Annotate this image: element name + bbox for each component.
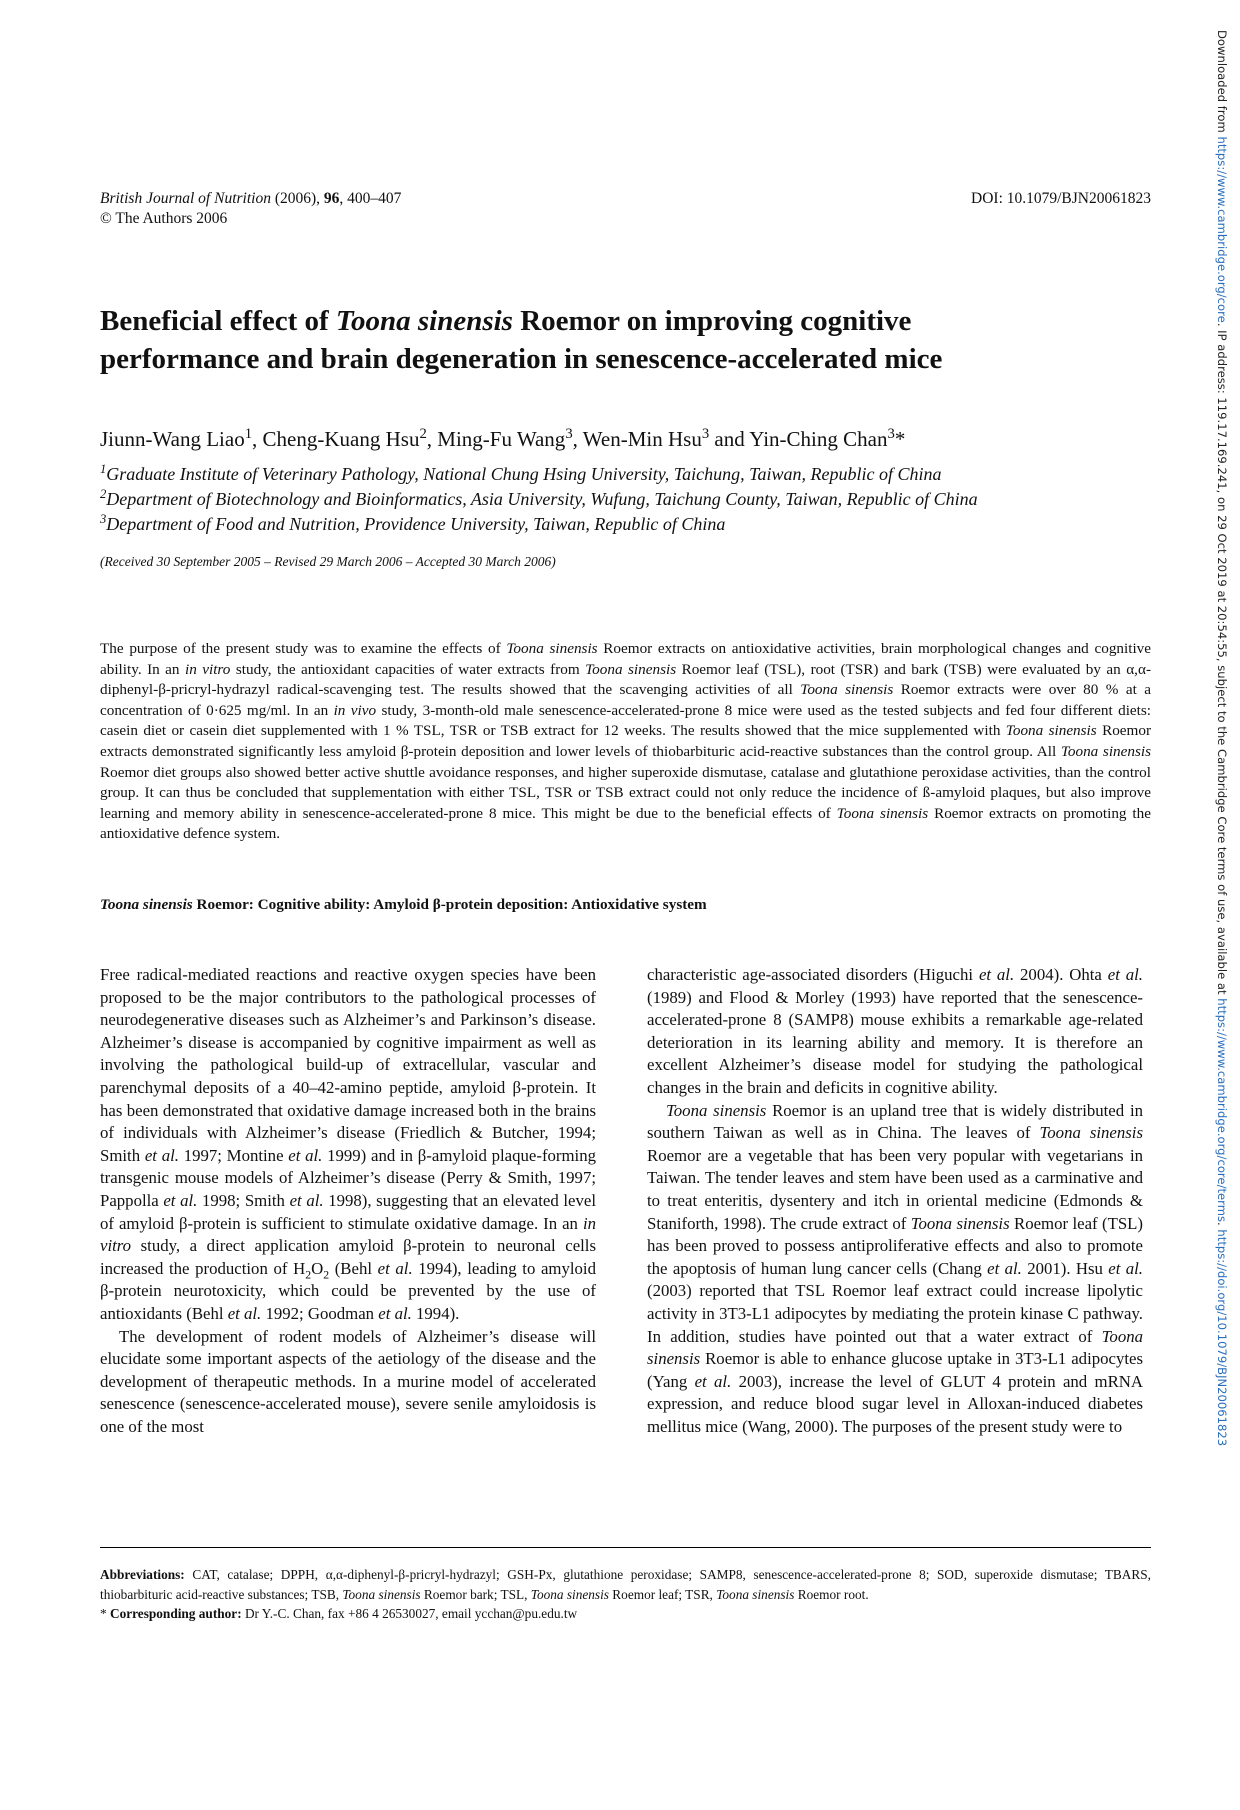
cambridge-core-link[interactable]: https://www.cambridge.org/core — [1215, 136, 1229, 323]
page-title — [100, 302, 1150, 378]
paragraph: Free radical-mediated reactions and reactive oxygen species have been proposed to be the major contributors to the pathological processes of neurodegenerative diseases such as Alzheimer’s and Parkinson’s disease. Alzheimer’s disease is accompanied by cognitive impairment as well as involving the pathological build-up of extracellular, vascular and parenchymal deposits of a 40–42-amino peptide, amyloid β-protein. It has been demonstrated that oxidative damage increased both in the brains of individuals with Alzheimer’s disease (Friedlich & Butcher, 1994; Smith et al. 1997; Montine et al. 1999) and in β-amyloid plaque-forming transgenic mouse models of Alzheimer’s disease (Perry & Smith, 1997; Pappolla et al. 1998; Smith et al. 1998), suggesting that an elevated level of amyloid β-protein is sufficient to stimulate oxidative damage. In an in vitro study, a direct application amyloid β-protein to neuronal cells increased the production of $H_2O_2$ (Behl et al. 1994), leading to amyloid β-protein neurotoxicity, which could be prevented by the use of antioxidants (Behl et al. 1992; Goodman et al. 1994). — [100, 965, 597, 1323]
title-line-2: performance and brain degeneration in senescence-accelerated mice — [100, 343, 943, 375]
keywords: Toona sinensis Roemor: Cognitive ability: Amyloid β-protein deposition: Antioxidative system — [100, 896, 707, 913]
title-line-1: Beneficial effect of Toona sinensis Roemor on improving cognitive — [100, 305, 912, 337]
terms-link[interactable]: https://www.cambridge.org/core/terms — [1215, 998, 1229, 1223]
paragraph: The development of rodent models of Alzheimer’s disease will elucidate some important aspects of the aetiology of the disease and the development of therapeutic methods. In a murine model of accelerated senescence (senescence-accelerated mouse), severe senile amyloidosis is one of the most — [100, 1326, 596, 1436]
paragraph: characteristic age-associated disorders (Higuchi et al. 2004). Ohta et al. (1989) and Flood & Morley (1993) have reported that the senescence-accelerated-prone 8 (SAMP8) mouse exhibits a remarkable age-related deterioration in its learning ability and memory. It is therefore an excellent Alzheimer’s disease model for studying the pathological changes in the brain and deficits in cognitive ability. — [647, 965, 1143, 1097]
abstract: The purpose of the present study was to examine the effects of Toona sinensis Roemor extracts on antioxidative activities, brain morphological changes and cognitive ability. In an in vitro study, the antioxidant capacities of water extracts from Toona sinensis Roemor leaf (TSL), root (TSR) and bark (TSB) were evaluated by an α,α-diphenyl-β-pricryl-hydrazyl radical-scavenging test. The results showed that the scavenging activities of all Toona sinensis Roemor extracts were over 80 % at a concentration of 0·625 mg/ml. In an in vivo study, 3-month-old male senescence-accelerated-prone 8 mice were used as the tested subjects and fed four different diets: casein diet or casein diet supplemented with 1 % TSL, TSR or TSB extract for 12 weeks. The results showed that the mice supplemented with Toona sinensis Roemor extracts demonstrated significantly less amyloid β-protein deposition and lower levels of thiobarbituric acid-reactive substances than the control group. All Toona sinensis Roemor diet groups also showed better active shuttle avoidance responses, and higher superoxide dismutase, catalase and glutathione peroxidase activities, than the control group. It can thus be concluded that supplementation with either TSL, TSR or TSB extract could not only reduce the incidence of ß-amyloid plaques, but also improve learning and memory ability in senescence-accelerated-prone 8 mice. This might be due to the beneficial effects of Toona sinensis Roemor extracts on promoting the antioxidative defence system. — [100, 640, 1152, 843]
footnotes — [100, 1565, 1151, 1624]
doi: DOI: 10.1079/BJN20061823 — [971, 190, 1151, 207]
corresponding-author-note: * Corresponding author: Dr Y.-C. Chan, fax +86 4 26530027, email ycchan@pu.edu.tw — [100, 1606, 578, 1621]
body-column-left — [100, 964, 596, 1438]
author-list: Jiunn-Wang Liao$^1$, Cheng-Kuang Hsu$^2$, Ming-Fu Wang$^3$, Wen-Min Hsu$^3$ and Yin-Ching Chan$^3$* — [100, 426, 906, 451]
body-column-right — [647, 964, 1143, 1438]
doi-link[interactable]: https://doi.org/10.1079/BJN20061823 — [1215, 1229, 1229, 1447]
affiliation-2: $^2$Department of Biotechnology and Bioinformatics, Asia University, Wufung, Taichung County, Taiwan, Republic of China — [100, 487, 978, 509]
received-dates: (Received 30 September 2005 – Revised 29 March 2006 – Accepted 30 March 2006) — [100, 554, 556, 569]
journal-volume: 96 — [323, 190, 340, 207]
journal-name: British Journal of Nutrition — [100, 190, 271, 207]
journal-citation-line: British Journal of Nutrition (2006), 96, 400–407 — [100, 190, 402, 207]
copyright: © The Authors 2006 — [100, 210, 228, 227]
affiliation-3: $^3$Department of Food and Nutrition, Providence University, Taiwan, Republic of China — [100, 512, 726, 534]
download-watermark: Downloaded from https://www.cambridge.org/core. IP address: 119.17.169.241, on 29 Oct 2019 at 20:54:55, subject to the Cambridge Core terms of use, available at https://www.cambridge.org/core/terms. https://doi.org/10.1079/BJN20061823 — [1215, 30, 1229, 1447]
abbreviations-note: Abbreviations: CAT, catalase; DPPH, α,α-diphenyl-β-pricryl-hydrazyl; GSH-Px, glutathione peroxidase; SAMP8, senescence-accelerated-prone 8; SOD, superoxide dismutase; TBARS, thiobarbituric acid-reactive substances; TSB, Toona sinensis Roemor bark; TSL, Toona sinensis Roemor leaf; TSR, Toona sinensis Roemor root. — [100, 1567, 1151, 1602]
footnote-divider — [100, 1547, 1151, 1548]
journal-citation — [100, 189, 401, 229]
affiliation-1: $^1$Graduate Institute of Veterinary Pathology, National Chung Hsing University, Taichung, Taiwan, Republic of China — [100, 462, 942, 484]
paragraph: Toona sinensis Roemor is an upland tree that is widely distributed in southern Taiwan as well as in China. The leaves of Toona sinensis Roemor are a vegetable that has been very popular with vegetarians in Taiwan. The tender leaves and stem have been used as a carminative and to treat enteritis, dysentery and itch in oriental medicine (Edmonds & Staniforth, 1998). The crude extract of Toona sinensis Roemor leaf (TSL) has been proved to possess antiproliferative effects and also to promote the apoptosis of human lung cancer cells (Chang et al. 2001). Hsu et al. (2003) reported that TSL Roemor leaf extract could increase lipolytic activity in 3T3-L1 adipocytes by mediating the protein kinase C pathway. In addition, studies have pointed out that a water extract of Toona sinensis Roemor is able to enhance glucose uptake in 3T3-L1 adipocytes (Yang et al. 2003), increase the level of GLUT 4 protein and mRNA expression, and reduce blood sugar level in Alloxan-induced diabetes mellitus mice (Wang, 2000). The purposes of the present study were to — [647, 1100, 1144, 1436]
